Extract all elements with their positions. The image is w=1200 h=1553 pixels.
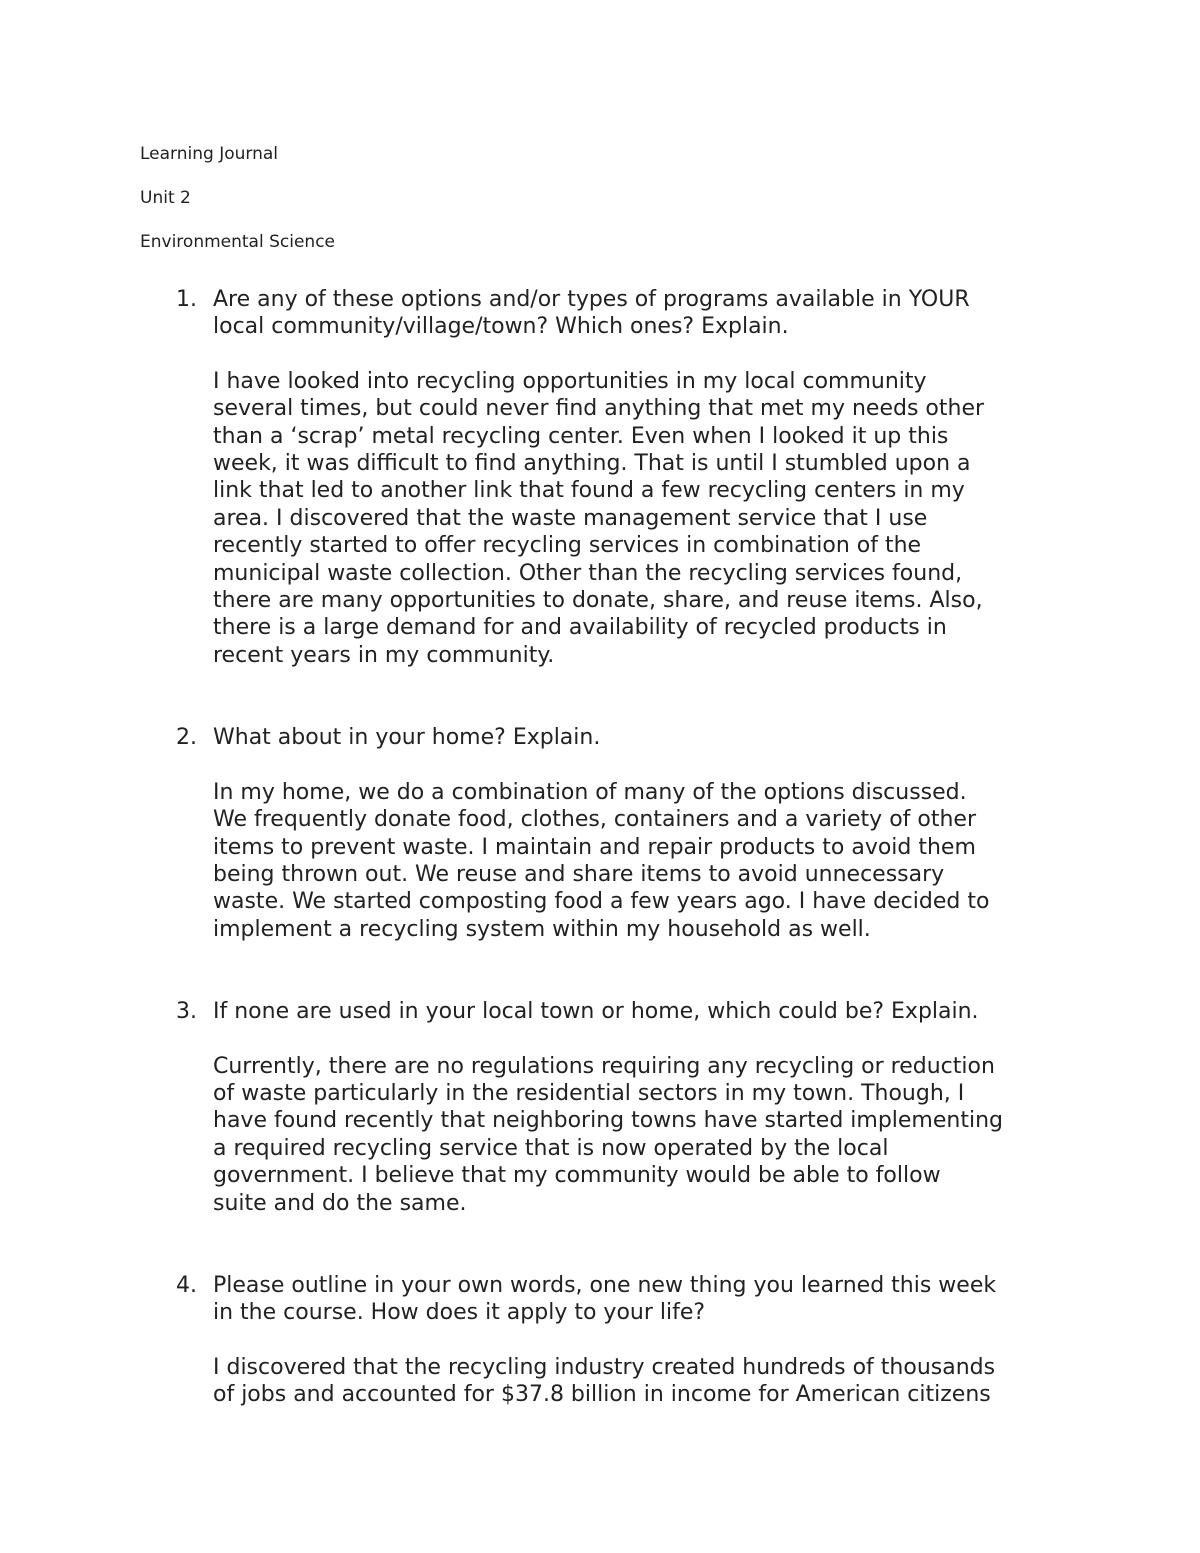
question-number: 4. xyxy=(176,1272,197,1298)
question-item-4 xyxy=(0,1272,1200,1409)
journal-title: Learning Journal xyxy=(140,144,279,164)
question-text: What about in your home? Explain. xyxy=(213,725,601,751)
answer-text: In my home, we do a combination of many of the options discussed. We frequently donate food, clothes, containers and a variety of other items to prevent waste. I maintain and repair products to avoid them being thrown out. We reuse and share items to avoid unnecessary waste. We started composting food a few years ago. I have decided to implement a recycling system within my household as well. xyxy=(213,779,990,942)
question-number: 1. xyxy=(176,287,197,312)
question-text: If none are used in your local town or home, which could be? Explain. xyxy=(213,999,979,1025)
answer-text: I have looked into recycling opportunities in my local community several times, but could never find anything that met my needs other than a ‘scrap’ metal recycling center. Even when I looked it up this week, it was difficult to find anything. That is until I stumbled upon a link that led to another link that found a few recycling centers in my area. I discovered that the waste management service that I use recently started to offer recycling services in combination of the municipal waste collection. Other than the recycling services found, there are many opportunities to donate, share, and reuse items. Also, there is a large demand for and availability of recycled products in recent years in my community. xyxy=(213,368,985,668)
unit-label: Unit 2 xyxy=(140,188,191,208)
answer-text: Currently, there are no regulations requiring any recycling or reduction of waste particularly in the residential sectors in my town. Though, I have found recently that neighboring towns have started implementing a required recycling service that is now operated by the local government. I believe that my community would be able to follow suite and do the same. xyxy=(213,1053,1003,1216)
question-number: 2. xyxy=(176,725,197,751)
question-text: Are any of these options and/or types of programs available in YOUR local community/village/town? Which ones? Explain. xyxy=(213,287,970,340)
course-name: Environmental Science xyxy=(140,232,335,252)
document-header xyxy=(140,144,335,276)
question-item-1 xyxy=(0,286,1200,669)
question-item-2 xyxy=(0,724,1200,943)
question-text: Please outline in your own words, one new thing you learned this week in the course. How does it apply to your life? xyxy=(213,1272,997,1326)
question-number: 3. xyxy=(176,999,197,1025)
question-list xyxy=(0,286,1200,1464)
answer-text: I discovered that the recycling industry created hundreds of thousands of jobs and accounted for $37.8 billion in income for American citizens xyxy=(213,1354,996,1408)
question-item-3 xyxy=(0,998,1200,1217)
